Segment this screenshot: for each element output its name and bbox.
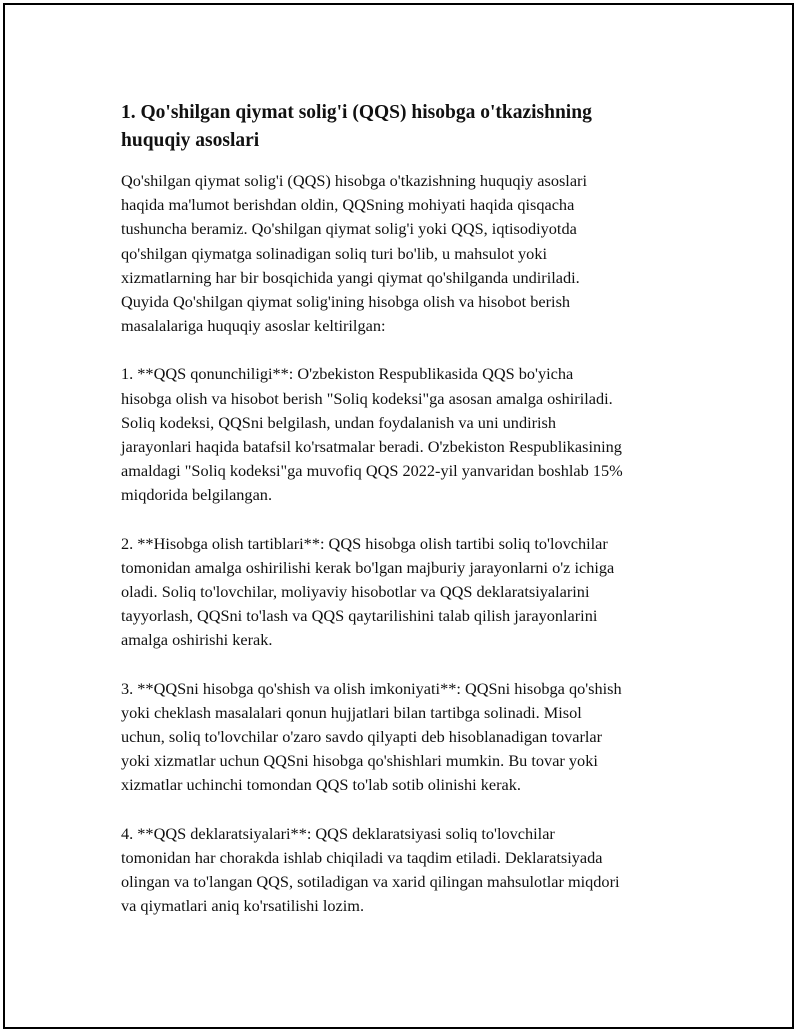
text-line: yoki cheklash masalalari qonun hujjatlari bilan tartibga solinadi. Misol — [121, 702, 582, 722]
list-item-legislation — [121, 362, 701, 507]
text-line: va qiymatlari aniq ko'rsatilishi lozim. — [121, 896, 365, 916]
text-line: 2. **Hisobga olish tartiblari**: QQS hisobga olish tartibi soliq to'lovchilar — [121, 533, 608, 553]
text-line: 3. **QQSni hisobga qo'shish va olish imkoniyati**: QQSni hisobga qo'shish — [121, 678, 622, 698]
title-line: 1. Qo'shilgan qiymat solig'i (QQS) hisobga o'tkazishning — [121, 102, 592, 123]
text-line: miqdorida belgilangan. — [121, 485, 273, 505]
text-line: tushuncha beramiz. Qo'shilgan qiymat solig'i yoki QQS, iqtisodiyotda — [121, 219, 577, 239]
document-body — [121, 99, 701, 942]
text-line: tomonidan amalga oshirilishi kerak bo'lgan majburiy jarayonlarni o'z ichiga — [121, 557, 615, 577]
text-line: xizmatlar uchinchi tomondan QQS to'lab sotib olinishi kerak. — [121, 775, 521, 795]
text-line: 4. **QQS deklaratsiyalari**: QQS deklaratsiyasi soliq to'lovchilar — [121, 823, 555, 843]
text-line: yoki xizmatlar uchun QQSni hisobga qo'shishlari mumkin. Bu tovar yoki — [121, 751, 598, 771]
text-line: xizmatlarning har bir bosqichida yangi qiymat qo'shilganda undiriladi. — [121, 267, 580, 287]
list-item-accounting-procedures — [121, 532, 701, 653]
text-line: masalalariga huquqiy asoslar keltirilgan: — [121, 316, 386, 336]
text-line: uchun, soliq to'lovchilar o'zaro savdo qilyapti deb hisoblanadigan tovarlar — [121, 727, 603, 747]
text-line: Qo'shilgan qiymat solig'i (QQS) hisobga o'tkazishning huquqiy asoslari — [121, 171, 587, 190]
text-line: Soliq kodeksi, QQSni belgilash, undan foydalanish va uni undirish — [121, 412, 557, 432]
intro-paragraph — [121, 169, 701, 338]
text-line: amaldagi "Soliq kodeksi"ga muvofiq QQS 2022-yil yanvaridan boshlab 15% — [121, 461, 623, 481]
text-line: hisobga olish va hisobot berish "Soliq kodeksi"ga asosan amalga oshiriladi. — [121, 388, 613, 408]
text-line: 1. **QQS qonunchiligi**: O'zbekiston Respublikasida QQS bo'yicha — [121, 364, 574, 384]
text-line: amalga oshirishi kerak. — [121, 630, 273, 650]
text-line: qo'shilgan qiymatga solinadigan soliq turi bo'lib, u mahsulot yoki — [121, 243, 547, 263]
text-line: tomonidan har chorakda ishlab chiqiladi va taqdim etiladi. Deklaratsiyada — [121, 847, 603, 867]
text-line: oladi. Soliq to'lovchilar, moliyaviy hisobotlar va QQS deklaratsiyalarini — [121, 582, 590, 602]
list-item-declarations — [121, 822, 701, 919]
text-line: olingan va to'langan QQS, sotiladigan va xarid qilingan mahsulotlar miqdori — [121, 872, 620, 892]
text-line: Quyida Qo'shilgan qiymat solig'ining hisobga olish va hisobot berish — [121, 292, 571, 312]
text-line: jarayonlari haqida batafsil ko'rsatmalar beradi. O'zbekiston Respublikasining — [121, 437, 622, 457]
title-line: huquqiy asoslari — [121, 130, 260, 151]
text-line: haqida ma'lumot berishdan oldin, QQSning mohiyati haqida qisqacha — [121, 195, 575, 215]
page-frame — [3, 3, 794, 1029]
list-item-offset-possibility — [121, 677, 701, 798]
text-line: tayyorlash, QQSni to'lash va QQS qaytarilishini talab qilish jarayonlarini — [121, 606, 598, 626]
section-title — [121, 99, 701, 155]
